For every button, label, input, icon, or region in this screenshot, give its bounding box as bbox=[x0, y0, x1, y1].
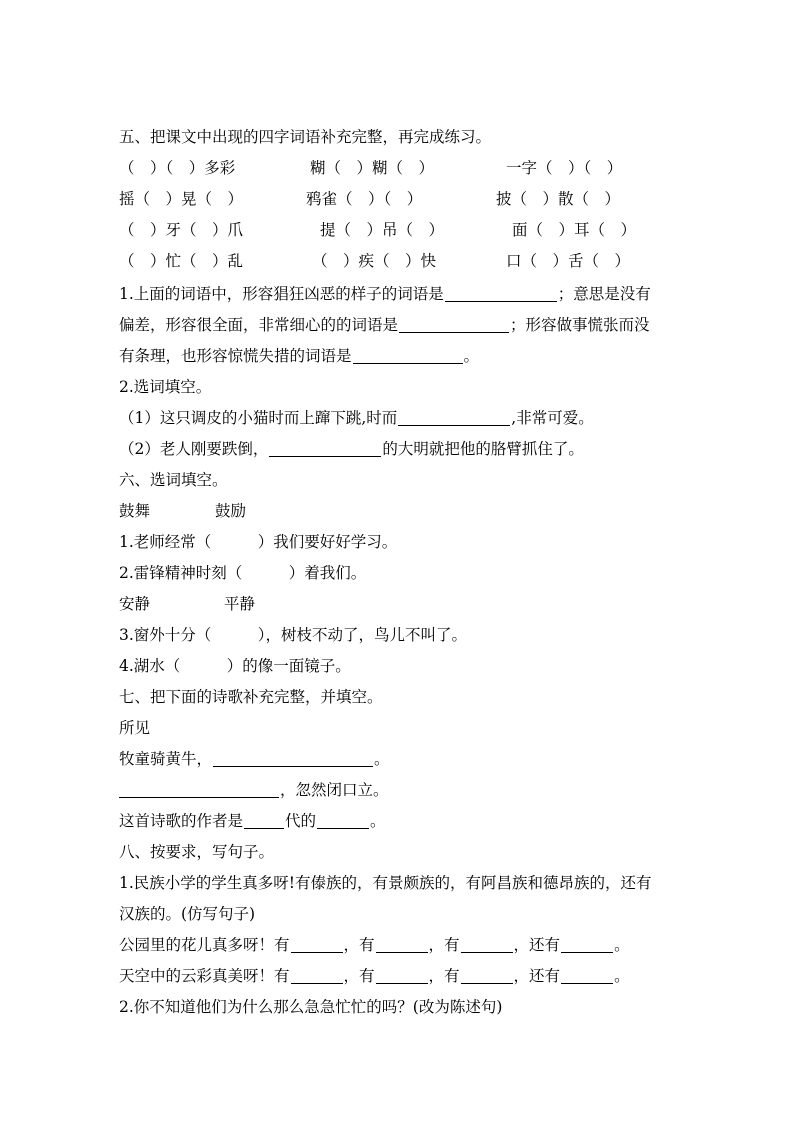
poem-line: 牧童骑黄牛， 。 bbox=[119, 750, 390, 768]
poem-line: ，忽然闭口立。 bbox=[119, 779, 389, 801]
answer-blank[interactable] bbox=[561, 936, 613, 953]
idiom-cell: 鸦雀（ ）（ ） bbox=[306, 190, 423, 208]
question-line: 1.民族小学的学生真多呀!有傣族的，有景颇族的，有阿昌族和德昂族的，还有 bbox=[119, 874, 652, 892]
answer-blank[interactable] bbox=[445, 285, 557, 302]
question-line: （2）老人刚要跌倒， 的大明就把他的胳臂抓住了。 bbox=[119, 440, 584, 458]
idiom-cell: 一字（ ）（ ） bbox=[506, 159, 623, 177]
section-8-heading: 八、按要求，写句子。 bbox=[119, 843, 275, 861]
word-option: 鼓励 bbox=[215, 502, 247, 520]
question-line: 2.你不知道他们为什么那么急急忙忙的吗？(改为陈述句) bbox=[119, 998, 503, 1016]
answer-blank[interactable] bbox=[561, 967, 613, 984]
question-line: 汉族的。(仿写句子) bbox=[119, 905, 256, 923]
answer-blank[interactable] bbox=[353, 347, 463, 364]
idiom-cell: （ ）（ ）多彩 bbox=[119, 159, 236, 177]
idiom-cell: 口（ ）舌（ ） bbox=[506, 252, 631, 270]
section-6-heading: 六、选词填空。 bbox=[119, 471, 228, 489]
answer-blank[interactable] bbox=[461, 936, 513, 953]
word-option: 鼓舞 bbox=[119, 502, 151, 520]
question-line: 偏差，形容很全面，非常细心的的词语是 ；形容做事慌张而没 bbox=[119, 316, 650, 334]
idiom-cell: 糊（ ）糊（ ） bbox=[310, 159, 435, 177]
word-option: 平静 bbox=[224, 595, 256, 613]
question-line: 有条理，也形容惊慌失措的词语是 。 bbox=[119, 347, 480, 365]
answer-blank[interactable] bbox=[291, 967, 343, 984]
word-option: 安静 bbox=[119, 595, 151, 613]
imitation-line: 公园里的花儿真多呀！有 ，有 ，有 ，还有 。 bbox=[119, 936, 630, 954]
answer-blank[interactable] bbox=[376, 936, 428, 953]
answer-blank[interactable] bbox=[269, 440, 381, 457]
section-5-heading: 五、把课文中出现的四字词语补充完整，再完成练习。 bbox=[119, 128, 492, 146]
answer-blank[interactable] bbox=[213, 750, 373, 767]
idiom-cell: （ ）疾（ ）快 bbox=[312, 252, 437, 270]
answer-blank[interactable] bbox=[461, 967, 513, 984]
poem-title: 所见 bbox=[119, 719, 151, 737]
imitation-line: 天空中的云彩真美呀！有 ，有 ，有 ，还有 。 bbox=[119, 967, 630, 985]
answer-blank[interactable] bbox=[291, 936, 343, 953]
idiom-cell: （ ）忙（ ）乱 bbox=[119, 252, 244, 270]
question-line: 4.湖水（ ）的像一面镜子。 bbox=[119, 657, 351, 675]
question-line: 2.选词填空。 bbox=[119, 378, 212, 396]
answer-blank[interactable] bbox=[376, 967, 428, 984]
idiom-cell: （ ）牙（ ）爪 bbox=[119, 221, 244, 239]
idiom-cell: 提（ ）吊（ ） bbox=[320, 221, 445, 239]
idiom-cell: 摇（ ）晃（ ） bbox=[119, 190, 244, 208]
question-line: 3.窗外十分（ ），树枝不动了，鸟儿不叫了。 bbox=[119, 626, 468, 644]
answer-blank[interactable] bbox=[398, 409, 510, 426]
question-line: 2.雷锋精神时刻（ ）着我们。 bbox=[119, 564, 367, 582]
question-line: 1.上面的词语中，形容猖狂凶恶的样子的词语是 ；意思是没有 bbox=[119, 285, 651, 303]
idiom-cell: 披（ ）散（ ） bbox=[496, 190, 621, 208]
idiom-cell: 面（ ）耳（ ） bbox=[512, 221, 637, 239]
question-line: 这首诗歌的作者是 代的 。 bbox=[119, 812, 386, 830]
question-line: （1）这只调皮的小猫时而上蹿下跳,时而 ,非常可爱。 bbox=[119, 409, 594, 427]
answer-blank[interactable] bbox=[317, 812, 369, 829]
answer-blank[interactable] bbox=[119, 781, 279, 798]
answer-blank[interactable] bbox=[244, 812, 284, 829]
answer-blank[interactable] bbox=[399, 316, 509, 333]
section-7-heading: 七、把下面的诗歌补充完整，并填空。 bbox=[119, 688, 383, 706]
question-line: 1.老师经常（ ）我们要好好学习。 bbox=[119, 533, 398, 551]
